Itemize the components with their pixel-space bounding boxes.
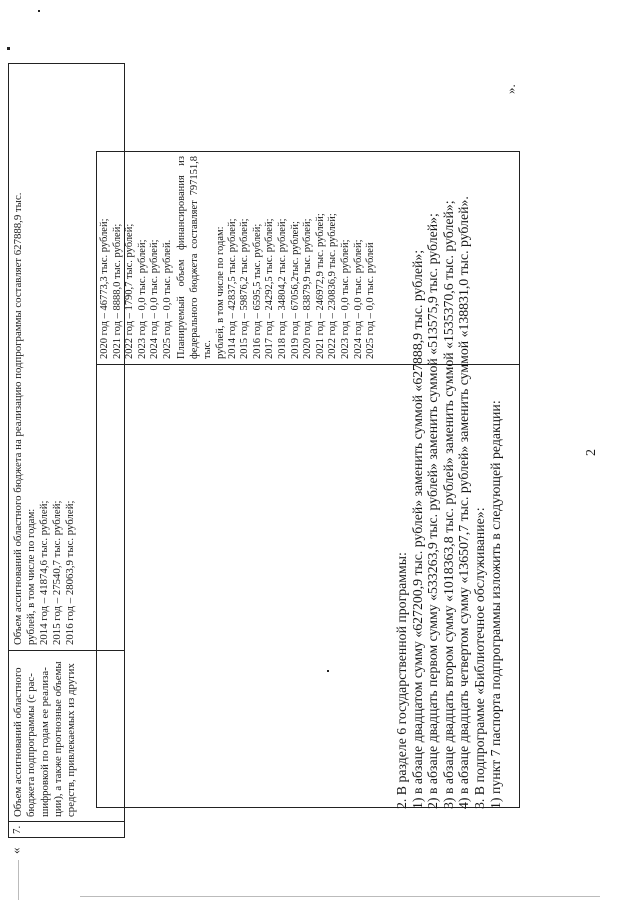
instruction-line: 2. В разделе 6 государственной программы: [394,552,409,809]
amendment-instructions [394,196,503,809]
subprogram-passport-table [8,63,125,838]
scan-mark [38,10,40,12]
scan-edge-line [18,860,19,900]
page-number: 2 [584,449,599,456]
list-item: 2022 год – 1790,7 тыс. рублей; [124,223,136,359]
years-list-b [227,156,378,359]
closing-quote: ». [503,84,518,94]
list-item: 2020 год – 46773,3 тыс. рублей; [99,218,110,359]
list-item: 2021 год – 8888,0 тыс. рублей; [111,223,123,359]
instruction-line: 4) в абзаце двадцать четвертом сумму «136507,7 тыс. рублей» заменить суммой «138831,0 тыс. рублей». [456,196,472,809]
list-item: 2024 год – 0,0 тыс. рублей; [149,239,161,359]
row-content [8,63,125,651]
list-item: 2016 год – 6595,5 тыс. рублей; [251,223,263,359]
list-item: 2017 год – 24292,5 тыс. рублей; [264,218,276,359]
row-number: 7. [8,821,125,838]
list-item: 2018 год – 34804,2 тыс. рублей; [276,218,288,359]
instruction-line: 3) в абзаце двадцать втором сумму «1018363,8 тыс. рублей» заменить суммой «1535370,6 тыс. рублей»; [440,200,456,809]
list-item: 2014 год – 42837,5 тыс. рублей; [226,218,238,359]
list-item: 2019 год – 67056,2тыс. рублей; [289,221,301,359]
content-line: Объем ассигнований областного бюджета на реализацию подпрограммы составляет 627888,9 тыс. [12,192,24,645]
instruction-line: 3. В подпрограмме «Библиотечное обслуживание»: [471,507,487,809]
paragraph-line: Планируемый объем финансирования из федерального бюджета составляет 797151,8 тыс. [175,156,213,359]
list-item: 2021 год – 246972,9 тыс. рублей; [314,213,326,359]
list-item: 2015 год – 59876,2 тыс. рублей; [239,218,251,359]
content-line: 2014 год – 41874,6 тыс. рублей; [37,500,50,645]
scan-mark [327,670,329,672]
list-item: 2025 год – 0,0 тыс. рублей [365,242,377,359]
content-line: 2015 год – 27540,7 тыс. рублей; [50,500,63,645]
list-item: 2023 год – 0,0 тыс. рублей; [136,239,148,359]
content-line: 2016 год – 28063,9 тыс. рублей; [63,500,76,645]
instruction-line: 2) в абзаце двадцать первом сумму «533263,9 тыс. рублей» заменить суммой «513575,9 тыс. рублей»; [425,213,441,809]
row-label [8,651,125,821]
label-line: средств, привлекаемых из других [65,663,78,817]
opening-quote: « [8,847,23,854]
list-item: 2022 год – 230836,9 тыс. рублей; [327,213,339,359]
instruction-line: 1) пункт 7 паспорта подпрограммы изложить в следующей редакции: [487,400,503,809]
label-line: бюджета подпрограммы (с рас- [25,673,38,817]
paragraph-line: рублей, в том числе по годам: [214,226,226,359]
list-item: 2025 год – 0,0 тыс. рублей. [161,239,173,359]
content-line: рублей, в том числе по годам: [24,508,37,645]
list-item: 2023 год – 0,0 тыс. рублей; [339,239,351,359]
scan-mark [7,47,10,50]
scan-edge-line [80,896,600,897]
list-item: 2020 год – 83879,9 тыс. рублей; [302,218,314,359]
label-line: ции), а также прогнозные объемы [51,661,64,817]
label-line: шифровкой по годам ее реализа- [38,667,51,817]
label-line: Объем ассигнований областного [12,667,24,817]
list-item: 2024 год – 0,0 тыс. рублей; [352,239,364,359]
instruction-line: 1) в абзаце двадцатом сумму «627200,9 тыс. рублей» заменить суммой «627888,9 тыс. рублей»; [409,249,425,809]
federal-financing-paragraph [175,156,227,359]
